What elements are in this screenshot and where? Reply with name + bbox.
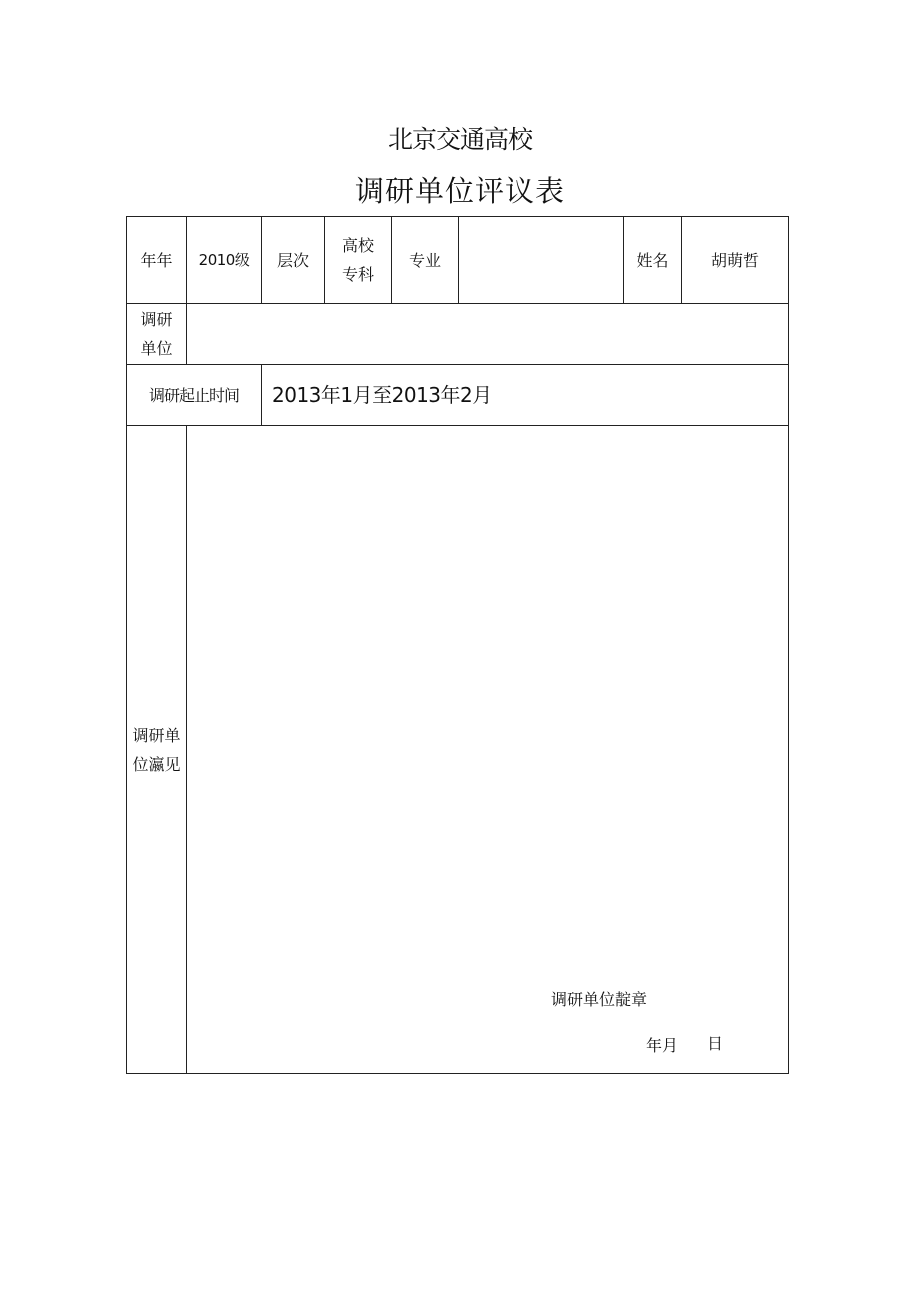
level-value-line2: 专科 — [341, 265, 374, 284]
unit-opinion-label-line1: 调研单 — [132, 725, 181, 745]
research-unit-label-line1: 调研 — [140, 310, 173, 329]
major-label: 专业 — [408, 250, 441, 270]
research-unit-label-line2: 单位 — [140, 339, 173, 358]
col-divider-r3 — [261, 364, 262, 425]
institution-title: 北京交通高校 — [387, 125, 532, 154]
major-value — [459, 217, 623, 303]
level-label: 层次 — [276, 250, 309, 270]
research-period-label: 调研起止时间 — [148, 385, 239, 405]
grade-label: 年年 — [140, 250, 173, 270]
col-divider-r4 — [186, 425, 187, 1073]
unit-stamp-label: 调研单位靛章 — [551, 990, 648, 1009]
date-day: 日 — [707, 1034, 724, 1053]
research-unit-label — [127, 304, 186, 364]
unit-opinion-label-line2: 位瀛见 — [132, 754, 181, 774]
grade-value: 2010级 — [198, 250, 250, 269]
name-value: 胡萌哲 — [710, 250, 759, 270]
name-label: 姓名 — [636, 250, 669, 270]
evaluation-form-table — [126, 216, 789, 1074]
row-divider-3 — [127, 425, 788, 426]
date-year-month: 年月 — [646, 1036, 679, 1055]
research-period-value: 2013年1月至2013年2月 — [272, 382, 492, 407]
research-unit-value — [187, 304, 788, 364]
level-value-line1: 高校 — [341, 236, 374, 255]
unit-opinion-label — [127, 426, 186, 1073]
level-value — [325, 217, 391, 303]
form-title: 调研单位评议表 — [354, 174, 565, 208]
